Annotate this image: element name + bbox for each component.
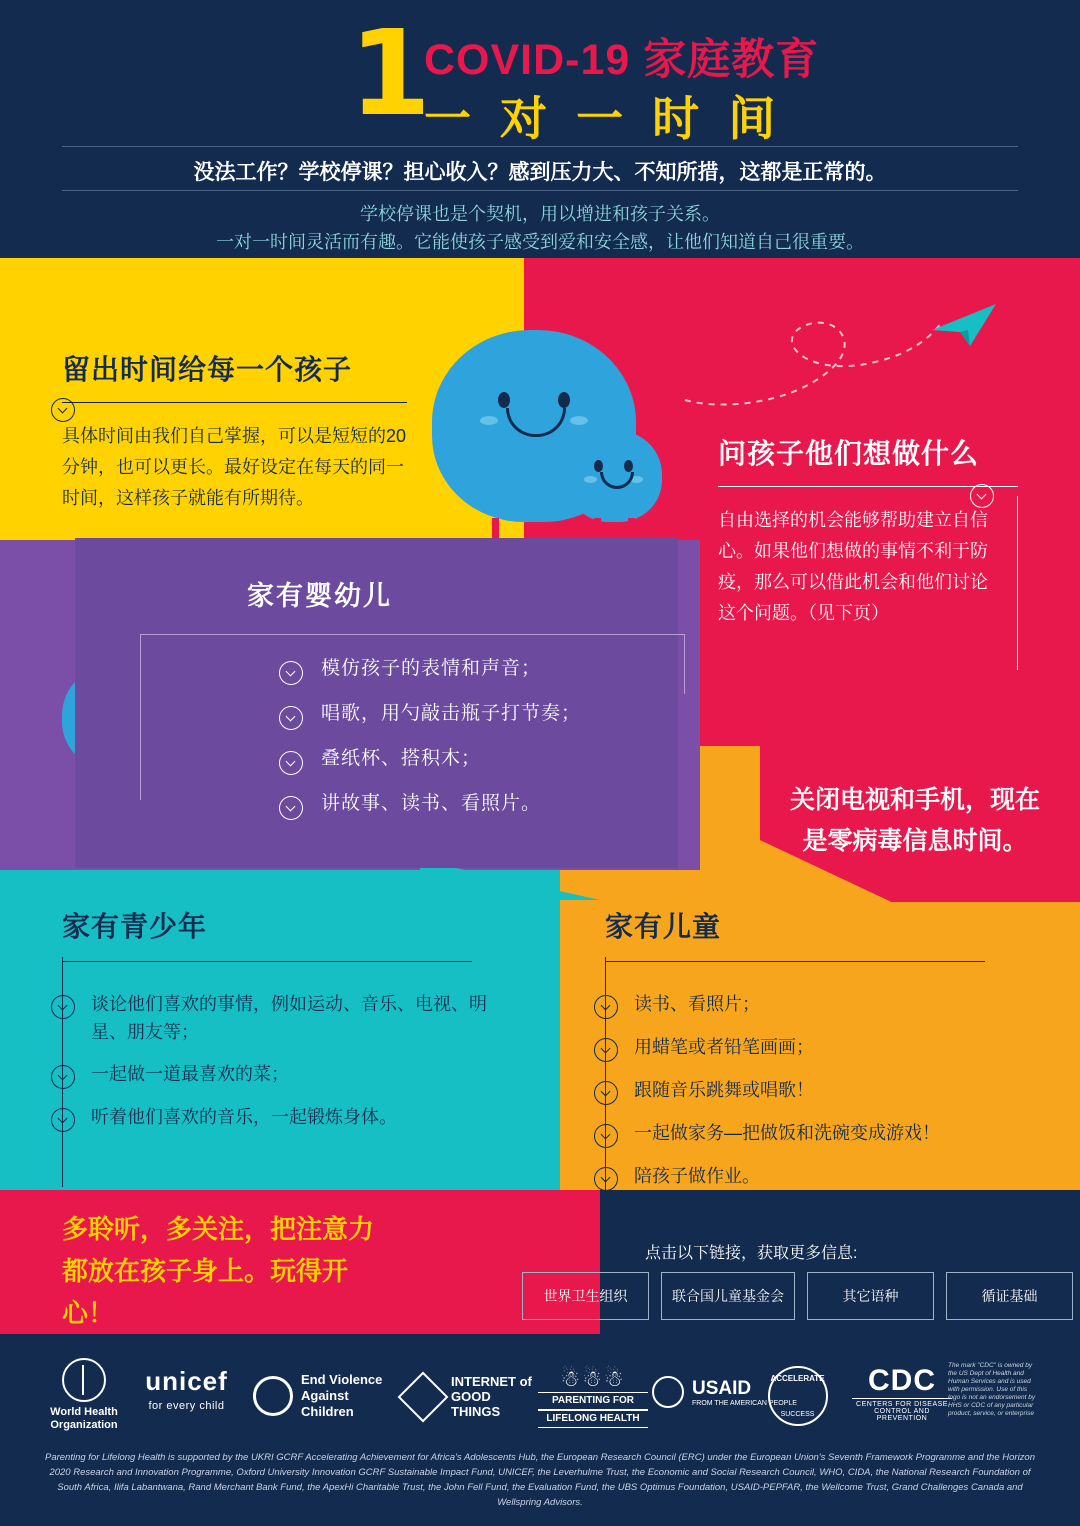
who-label-2: Organization	[50, 1419, 118, 1431]
list-item	[594, 1119, 1005, 1148]
link-button-who[interactable]: 世界卫生组织	[522, 1272, 649, 1320]
section-vertical-rule-right	[684, 634, 685, 694]
children-list	[594, 990, 1005, 1191]
header-lead: 没法工作？学校停课？担心收入？感到压力大、不知所措，这都是正常的。	[193, 161, 887, 184]
unicef-wordmark: unicef	[145, 1366, 228, 1396]
circle-icon	[253, 1376, 293, 1416]
section-rule	[62, 402, 407, 403]
usaid-tagline: FROM THE AMERICAN PEOPLE	[692, 1399, 797, 1407]
section-vertical-rule-left	[140, 634, 141, 800]
list-item	[594, 990, 1005, 1019]
plh-label-2: LIFELONG HEALTH	[538, 1410, 648, 1428]
section-heading: 问孩子他们想做什么	[718, 438, 980, 469]
links-row	[522, 1272, 1073, 1320]
link-button-evidence[interactable]: 循证基础	[946, 1272, 1073, 1320]
list-item-label: 跟随音乐跳舞或唱歌！	[634, 1080, 814, 1100]
plh-label-1: PARENTING FOR	[538, 1392, 648, 1410]
chevron-right-icon	[279, 751, 303, 775]
link-button-languages[interactable]: 其它语种	[807, 1272, 934, 1320]
list-item-label: 一起做一道最喜欢的菜；	[91, 1064, 289, 1084]
list-item	[51, 1060, 492, 1089]
list-item-label: 谈论他们喜欢的事情，例如运动、音乐、电视、明星、朋友等；	[91, 994, 487, 1042]
list-item	[279, 746, 679, 775]
list-item	[279, 791, 679, 820]
chevron-right-icon	[594, 1124, 618, 1148]
end-violence-logo	[253, 1372, 398, 1420]
list-item-label: 一起做家务—把做饭和洗碗变成游戏！	[634, 1123, 940, 1143]
cdc-wordmark: CDC	[868, 1364, 936, 1397]
teens-list	[51, 990, 492, 1132]
section-heading: 家有青少年	[62, 911, 208, 942]
tv-off-note: 关闭电视和手机，现在是零病毒信息时间。	[790, 786, 1041, 855]
cdc-tagline: CENTERS FOR DISEASE CONTROL AND PREVENTION	[852, 1398, 952, 1422]
evac-label-2: Against Children	[301, 1388, 354, 1419]
chevron-right-icon	[594, 1167, 618, 1191]
section-rule	[140, 634, 685, 635]
list-item-label: 陪孩子做作业。	[634, 1166, 760, 1186]
footer-logos	[0, 1358, 1080, 1433]
section-time-for-each-child	[62, 348, 422, 514]
section-rule	[62, 961, 472, 962]
accelerate-emblem-icon	[768, 1366, 828, 1426]
list-item-label: 读书、看照片；	[634, 994, 760, 1014]
list-item-label: 唱歌，用勺敲击瓶子打节奏；	[321, 703, 582, 724]
usaid-emblem-icon	[652, 1376, 684, 1408]
list-item	[279, 656, 679, 685]
chevron-right-icon	[594, 1038, 618, 1062]
character-child	[566, 430, 662, 522]
section-rule	[605, 961, 985, 962]
family-icon: ☃☃☃	[560, 1366, 626, 1391]
chevron-right-icon	[279, 661, 303, 685]
who-emblem-icon	[62, 1358, 106, 1402]
links-title: 点击以下链接，获取更多信息:	[645, 1245, 858, 1262]
header-divider-bottom	[62, 190, 1018, 191]
accelerate-label-bottom: SUCCESS	[780, 1411, 815, 1418]
igt-label-1: INTERNET of	[451, 1374, 532, 1389]
section-babies	[75, 538, 678, 868]
section-heading: 留出时间给每一个孩子	[62, 354, 353, 385]
header-paragraph-2: 一对一时间灵活而有趣。它能使孩子感受到爱和安全感，让他们知道自己很重要。	[216, 232, 864, 252]
chevron-right-icon	[51, 1108, 75, 1132]
list-item-label: 讲故事、读书、看照片。	[321, 793, 542, 814]
footer-fine-print: Parenting for Lifelong Health is supported by the UKRI GCRF Accelerating Achievement for Africa's Adolescents Hub, the European Research Council (ERC) under the European Union's Seventh Framework Programme and the Horizon 2020 Research and Innovation Programme, Oxford University Innovation GCRF Sustainable Impact Fund, UNICEF, the Leverhulme Trust, the Economic and Social Research Council, WHO, CIDA, the National Research Foundation of South Africa, Ilifa Labantwana, Rand Merchant Bank Fund, the ApexHi Charitable Trust, the John Fell Fund, the Evaluation Fund, the UBS Optimus Foundation, USAID-PEPFAR, the Wellcome Trust, Grand Challenges Canada and Wellspring Advisors.	[44, 1452, 1035, 1508]
step-number: 1	[349, 4, 432, 142]
header-divider-top	[62, 146, 1018, 147]
section-vertical-rule	[1017, 496, 1018, 670]
chevron-right-icon	[279, 796, 303, 820]
accelerate-hub-logo	[750, 1366, 845, 1426]
section-body: 具体时间由我们自己掌握，可以是短短的20分钟，也可以更长。最好设定在每天的同一时间，这样孩子就能有所期待。	[62, 426, 407, 508]
page-title: 一 对 一 时 间	[424, 92, 784, 145]
section-heading: 家有儿童	[605, 911, 722, 942]
cdc-trademark-note: The mark "CDC" is owned by the US Dept of Health and Human Services and is used with permission. Use of this logo is not an endorsement by HHS or CDC of any particular product, service, or enterprise	[948, 1362, 1036, 1417]
chevron-right-icon	[51, 1065, 75, 1089]
unicef-tagline: for every child	[148, 1400, 225, 1412]
usaid-wordmark: USAID	[692, 1377, 752, 1399]
section-teens	[62, 905, 492, 1146]
section-ask-child	[718, 432, 1018, 629]
who-logo	[36, 1358, 132, 1432]
header-paragraph-1: 学校停课也是个契机，用以增进和孩子关系。	[360, 204, 720, 224]
list-item	[279, 701, 679, 730]
unicef-logo	[134, 1366, 239, 1412]
chevron-down-icon	[51, 398, 75, 422]
title-covid: COVID-19 家庭教育	[424, 36, 820, 84]
list-item	[594, 1162, 1005, 1191]
list-item	[51, 1103, 492, 1132]
chevron-right-icon	[279, 706, 303, 730]
parenting-lifelong-health-logo	[538, 1366, 648, 1428]
dashed-trail-icon	[680, 300, 950, 410]
chevron-right-icon	[594, 1081, 618, 1105]
section-heading: 家有婴幼儿	[247, 581, 392, 611]
chevron-right-icon	[594, 995, 618, 1019]
listen-note: 多聆听，多关注，把注意力都放在孩子身上。玩得开心！	[62, 1214, 375, 1328]
list-item-label: 叠纸杯、搭积木；	[321, 748, 482, 769]
link-button-unicef[interactable]: 联合国儿童基金会	[661, 1272, 795, 1320]
header	[0, 0, 1080, 258]
chevron-down-icon	[970, 484, 994, 508]
list-item-label: 听着他们喜欢的音乐，一起锻炼身体。	[91, 1107, 397, 1127]
list-item-label: 模仿孩子的表情和声音；	[321, 658, 542, 679]
igt-label-2: GOOD THINGS	[451, 1389, 501, 1419]
section-body: 自由选择的机会能够帮助建立自信心。如果他们想做的事情不利于防疫，那么可以借此机会和他们讨论这个问题。（见下页）	[718, 510, 988, 623]
evac-label-1: End Violence	[301, 1372, 383, 1387]
chevron-right-icon	[51, 995, 75, 1019]
paper-plane-icon	[930, 300, 1000, 350]
list-item-label: 用蜡笔或者铅笔画画；	[634, 1037, 814, 1057]
list-item	[594, 1033, 1005, 1062]
cdc-logo	[852, 1364, 952, 1422]
accelerate-label-top: ACCELERATE	[770, 1374, 825, 1383]
list-item	[51, 990, 492, 1046]
babies-list	[279, 656, 679, 836]
who-label-1: World Health	[50, 1406, 118, 1418]
list-item	[594, 1076, 1005, 1105]
section-children	[605, 905, 1005, 1205]
internet-of-good-things-logo	[405, 1374, 535, 1419]
